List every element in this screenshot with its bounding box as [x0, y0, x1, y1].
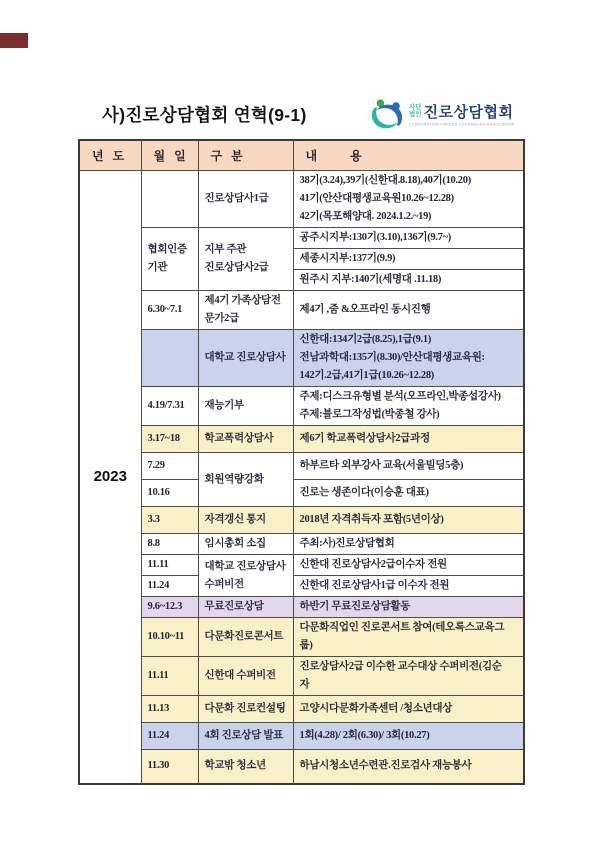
cell-month: 3.3 [141, 507, 198, 534]
cell-month: 7.29 [141, 453, 198, 480]
table-row [79, 387, 524, 426]
cell-content: 주제:디스크유형별 분석(오프라인,박종섭강사) 주제:블로그작성법(박종철 강사) [293, 387, 524, 426]
cell-month: 11.13 [141, 696, 198, 723]
cell-content: 진로는 생존이다(이승훈 대표) [293, 480, 524, 507]
association-logo [368, 98, 580, 134]
cell-month: 10.16 [141, 480, 198, 507]
table-row [79, 597, 524, 618]
cell-month: 11.11 [141, 555, 198, 576]
cell-category: 자격갱신 통지 [198, 507, 293, 534]
table-row [79, 657, 524, 696]
cell-content: 공주시지부:130기(3.10),136기(9.7~) [293, 228, 524, 249]
cell-content: 제4기 ,줌 &오프라인 동시진행 [293, 291, 524, 330]
table-row [79, 723, 524, 750]
cell-category: 대학교 진로상담사 [198, 330, 293, 387]
cell-content: 2018년 자격취득자 포함(5년이상) [293, 507, 524, 534]
cell-content: 세종시지부:137기(9.9) [293, 249, 524, 270]
cell-month: 11.30 [141, 750, 198, 784]
cell-category: 임시총회 소집 [198, 534, 293, 555]
cell-content: 진로상담사2급 이수한 교수대상 수퍼비전(김순 자 [293, 657, 524, 696]
header-category: 구 분 [198, 140, 293, 171]
cell-category: 진로상담사1급 [198, 171, 293, 228]
cell-content: 38기(3.24),39기(신한대.8.18),40기(10.20) 41기(안산대평생교육원10.26~12.28) 42기(목포해양대. 2024.1.2.~19) [293, 171, 524, 228]
table-row [79, 330, 524, 387]
cell-category: 무료진로상담 [198, 597, 293, 618]
cell-content: 하부르타 외부강사 교육(서울빌딩5층) [293, 453, 524, 480]
cell-month: 11.24 [141, 576, 198, 597]
table-row [79, 534, 524, 555]
table-row [79, 453, 524, 480]
header-content: 내 용 [293, 140, 524, 171]
cell-content: 신한대 진로상담사1급 이수자 전원 [293, 576, 524, 597]
cell-content: 하반기 무료진로상담활동 [293, 597, 524, 618]
table-row [79, 291, 524, 330]
cell-content: 고양시다문화가족센터 /청소년대상 [293, 696, 524, 723]
table-row [79, 507, 524, 534]
cell-content: 하남시청소년수련관.진로검사 재능봉사 [293, 750, 524, 784]
table-row [79, 696, 524, 723]
cell-content: 신한대 진로상담사2급이수자 전원 [293, 555, 524, 576]
cell-month: 3.17~18 [141, 426, 198, 453]
table-row [79, 576, 524, 597]
cell-category: 재능기부 [198, 387, 293, 426]
logo-org-name-en: CORPORATION CAREER COUNSELING ASSOCIATION [409, 123, 515, 127]
cell-content: 주최:사)진로상담협회 [293, 534, 524, 555]
year-cell: 2023 [79, 171, 141, 784]
cell-month [141, 330, 198, 387]
logo-text-block [409, 101, 580, 129]
cell-content: 1회(4.28)/ 2회(6.30)/ 3회(10.27) [293, 723, 524, 750]
cell-content: 원주시 지부:140기(세명대 .11.18) [293, 270, 524, 291]
cell-content: 제6기 학교폭력상담사2급과정 [293, 426, 524, 453]
cell-month: 9.6~12.3 [141, 597, 198, 618]
table-row [79, 228, 524, 249]
header-row [79, 140, 524, 171]
cell-category: 대학교 진로상담사 수퍼비전 [198, 555, 293, 597]
two-people-logo-icon [368, 98, 406, 134]
header-year: 년 도 [79, 140, 141, 171]
table-row [79, 555, 524, 576]
table-row [79, 480, 524, 507]
cell-month: 11.24 [141, 723, 198, 750]
page-title: 사)진로상담협회 연혁(9-1) [102, 105, 307, 125]
table-row [79, 426, 524, 453]
cell-month: 10.10~11 [141, 618, 198, 657]
cell-month: 8.8 [141, 534, 198, 555]
cell-month: 협회인증 기관 [141, 228, 198, 291]
cell-month: 11.11 [141, 657, 198, 696]
cell-category: 학교밖 청소년 [198, 750, 293, 784]
table-row [79, 618, 524, 657]
header-monthday: 월 일 [141, 140, 198, 171]
cell-category: 4회 진로상담 발표 [198, 723, 293, 750]
logo-org-name: 진로상담협회 [423, 104, 514, 121]
cell-category: 지부 주관 진로상담사2급 [198, 228, 293, 291]
cell-category: 제4기 가족상담전 문가2급 [198, 291, 293, 330]
logo-org-type: 사단 법인 [409, 104, 422, 118]
table-row [79, 750, 524, 784]
table-row [79, 171, 524, 228]
cell-category: 신한대 수퍼비전 [198, 657, 293, 696]
cell-category: 학교폭력상담사 [198, 426, 293, 453]
cell-month: 6.30~7.1 [141, 291, 198, 330]
cell-category: 회원역량강화 [198, 453, 293, 507]
cell-month [141, 171, 198, 228]
cell-month: 4.19/7.31 [141, 387, 198, 426]
cell-content: 신한대:134기2급(8.25),1급(9.1) 전남과학대:135기(8.30)/안산대평생교육원: 142기.2급,41기1급(10.26~12.28) [293, 330, 524, 387]
cell-category: 다문화 진로컨설팅 [198, 696, 293, 723]
red-corner-mark [0, 33, 28, 48]
cell-content: 다문화직업인 진로콘서트 참여(테오록스교육그 룹) [293, 618, 524, 657]
cell-category: 다문화진로콘서트 [198, 618, 293, 657]
history-table [78, 139, 525, 785]
